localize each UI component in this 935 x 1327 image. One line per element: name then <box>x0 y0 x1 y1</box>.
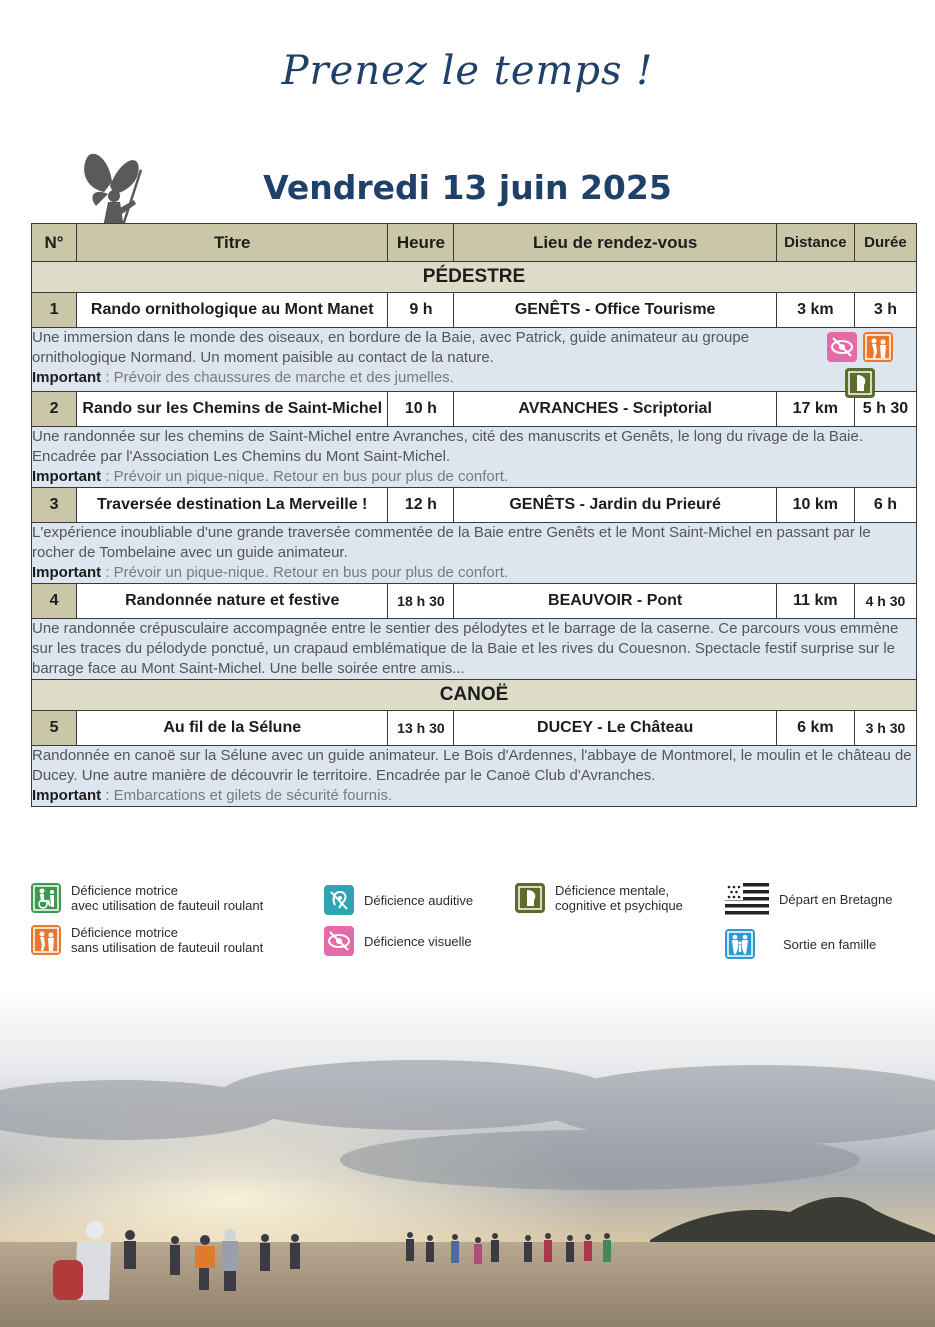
row-lieu: GENÊTS - Jardin du Prieuré <box>454 488 776 523</box>
row-distance: 11 km <box>776 584 854 619</box>
row-distance: 3 km <box>776 293 854 328</box>
row-heure: 18 h 30 <box>388 584 454 619</box>
row-description <box>32 427 917 488</box>
legend-item-hearing <box>324 885 473 915</box>
visual-impairment-icon <box>324 926 354 956</box>
important-label: Important <box>32 468 102 485</box>
col-lieu: Lieu de rendez-vous <box>454 224 776 262</box>
row-titre: Au fil de la Sélune <box>77 711 388 746</box>
table-row <box>32 488 917 523</box>
row-heure: 12 h <box>388 488 454 523</box>
legend-label: Déficience auditive <box>364 892 474 908</box>
important-label: Important <box>32 787 102 804</box>
col-num: N° <box>32 224 77 262</box>
row-lieu: BEAUVOIR - Pont <box>454 584 776 619</box>
legend-item-visual <box>324 926 472 956</box>
legend-label: sans utilisation de fauteuil roulant <box>71 940 264 955</box>
row-distance: 17 km <box>776 392 854 427</box>
date-title: Vendredi 13 juin 2025 <box>263 168 672 207</box>
table-row <box>32 392 917 427</box>
important-text: : Embarcations et gilets de sécurité fournis. <box>101 787 393 804</box>
legend-item-mental <box>515 883 683 913</box>
row-duree: 3 h <box>854 293 916 328</box>
important-label: Important <box>32 564 102 581</box>
row-description <box>32 619 917 680</box>
row-description <box>32 523 917 584</box>
row-titre: Traversée destination La Merveille ! <box>77 488 388 523</box>
row-description <box>32 328 917 392</box>
legend-label: Déficience motrice <box>71 925 178 940</box>
row-titre: Randonnée nature et festive <box>77 584 388 619</box>
row-num: 1 <box>32 293 77 328</box>
description-text: Une randonnée crépusculaire accompagnée entre le sentier des pélodytes et le barrage de la caserne. Ce parcours vous emmène sur les traces du pélodyde ponctué, un crapaud emblématique de la Baie et les rives du Couesnon. Spectacle festif surprise sur le barrage face au Mont Saint-Michel. Une belle soirée entre amis... <box>32 620 899 677</box>
row-distance: 10 km <box>776 488 854 523</box>
legend-label: Déficience visuelle <box>364 933 472 949</box>
col-heure: Heure <box>388 224 454 262</box>
table-row <box>32 584 917 619</box>
motor-no-wheelchair-icon <box>863 332 893 362</box>
family-outing-icon <box>725 929 755 959</box>
legend-label: Déficience mentale, <box>555 883 670 898</box>
brittany-flag-icon <box>725 883 769 915</box>
row-heure: 13 h 30 <box>388 711 454 746</box>
row-duree: 6 h <box>854 488 916 523</box>
important-label: Important <box>32 369 102 386</box>
legend-label: Départ en Bretagne <box>779 891 893 907</box>
col-duree: Durée <box>854 224 916 262</box>
legend <box>0 880 935 970</box>
row-lieu: DUCEY - Le Château <box>454 711 776 746</box>
legend-label: Sortie en famille <box>783 936 877 952</box>
row-titre: Rando ornithologique au Mont Manet <box>77 293 388 328</box>
visual-impairment-icon <box>827 332 857 362</box>
legend-label: avec utilisation de fauteuil roulant <box>71 898 264 913</box>
row-duree: 3 h 30 <box>854 711 916 746</box>
section-pedestre: PÉDESTRE <box>32 262 917 293</box>
row-duree: 4 h 30 <box>854 584 916 619</box>
tagline: Prenez le temps ! <box>281 48 654 94</box>
legend-item-motor-no-wheelchair <box>31 925 263 955</box>
col-titre: Titre <box>77 224 388 262</box>
table-header <box>32 224 917 262</box>
hearing-impairment-icon <box>324 885 354 915</box>
description-text: Une randonnée sur les chemins de Saint-Michel entre Avranches, cité des manuscrits et Genêts, le long du rivage de la Baie. Encadrée par l'Association Les Chemins du Mont Saint-Michel. <box>32 428 864 465</box>
row-distance: 6 km <box>776 711 854 746</box>
description-text: Une immersion dans le monde des oiseaux, en bordure de la Baie, avec Patrick, guide animateur au groupe ornithologique Normand. Un moment paisible au contact de la nature. <box>32 329 750 366</box>
row-titre: Rando sur les Chemins de Saint-Michel <box>77 392 388 427</box>
mental-impairment-icon <box>515 883 545 913</box>
motor-wheelchair-icon <box>31 883 61 913</box>
program-table <box>31 223 917 807</box>
row-heure: 10 h <box>388 392 454 427</box>
col-distance: Distance <box>776 224 854 262</box>
bay-hikers-photo <box>0 990 935 1327</box>
row-lieu: GENÊTS - Office Tourisme <box>454 293 776 328</box>
legend-label: Déficience motrice <box>71 883 178 898</box>
mental-impairment-icon <box>845 368 875 398</box>
section-canoe: CANOË <box>32 680 917 711</box>
row-num: 5 <box>32 711 77 746</box>
legend-item-family <box>725 929 876 959</box>
important-text: : Prévoir un pique-nique. Retour en bus pour plus de confort. <box>101 564 509 581</box>
table-row <box>32 293 917 328</box>
row-num: 4 <box>32 584 77 619</box>
legend-label: cognitive et psychique <box>555 898 683 913</box>
row-num: 2 <box>32 392 77 427</box>
legend-item-brittany <box>725 883 892 915</box>
important-text: : Prévoir des chaussures de marche et des jumelles. <box>101 369 454 386</box>
row-heure: 9 h <box>388 293 454 328</box>
legend-item-motor-wheelchair <box>31 883 263 913</box>
row-num: 3 <box>32 488 77 523</box>
row-duree: 5 h 30 <box>854 392 916 427</box>
important-text: : Prévoir un pique-nique. Retour en bus pour plus de confort. <box>101 468 509 485</box>
row-description <box>32 746 917 807</box>
table-row <box>32 711 917 746</box>
description-text: L'expérience inoubliable d'une grande traversée commentée de la Baie entre Genêts et le Mont Saint-Michel en passant par le rocher de Tombelaine avec un guide animateur. <box>32 524 871 561</box>
row-lieu: AVRANCHES - Scriptorial <box>454 392 776 427</box>
motor-no-wheelchair-icon <box>31 925 61 955</box>
description-text: Randonnée en canoë sur la Sélune avec un guide animateur. Le Bois d'Ardennes, l'abbaye de Montmorel, le moulin et le château de Ducey. Une autre manière de découvrir le territoire. Encadrée par le Canoë Club d'Avranches. <box>32 747 912 784</box>
row-accessibility-icons <box>827 332 897 398</box>
